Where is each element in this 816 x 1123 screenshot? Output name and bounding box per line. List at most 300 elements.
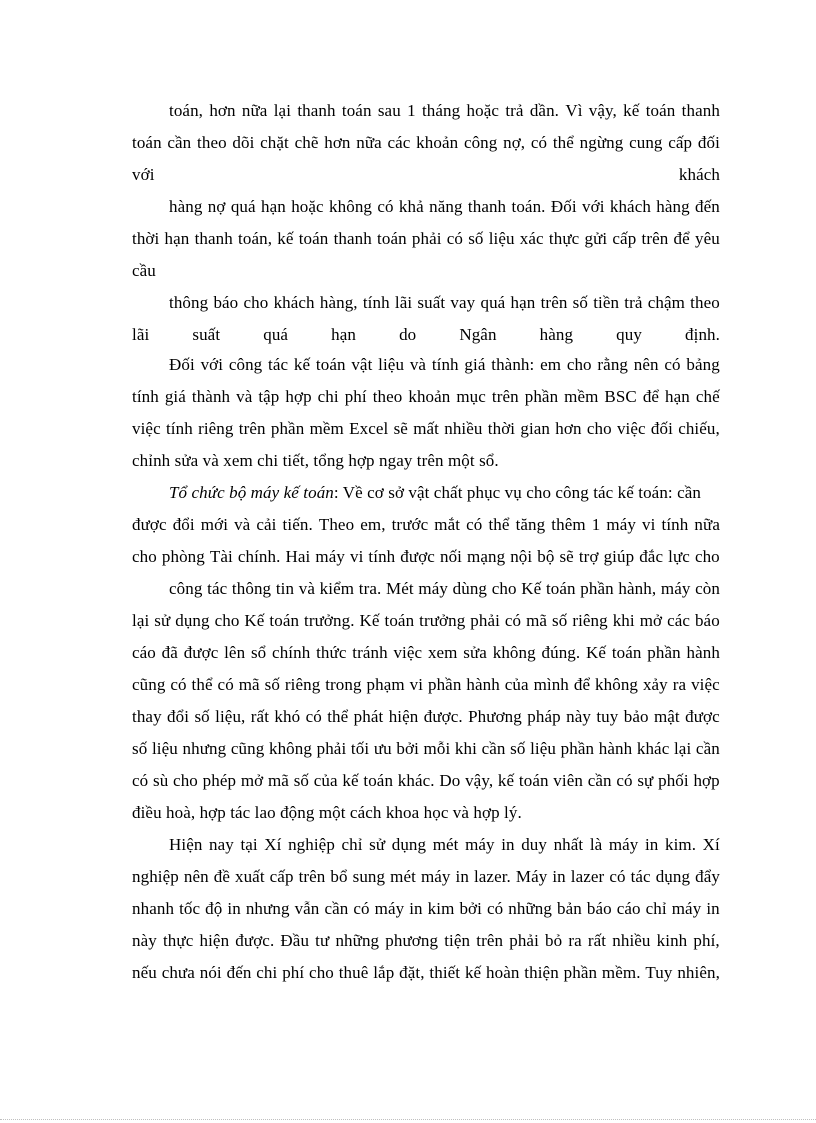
word: nhiên,	[677, 963, 720, 982]
word: thanh	[333, 229, 372, 248]
word: hành,	[618, 579, 657, 598]
word: vay	[450, 293, 476, 312]
word: tiến.	[282, 515, 313, 534]
word: mét	[432, 835, 459, 854]
text-line	[132, 675, 720, 695]
word: Hai	[285, 547, 311, 566]
word: duy	[521, 835, 548, 854]
word: số	[552, 611, 568, 630]
word: cũng	[230, 739, 265, 758]
word: công	[169, 579, 203, 598]
word: báo	[586, 899, 612, 918]
word: có	[217, 675, 234, 694]
word: máy	[418, 579, 448, 598]
word: lại	[673, 739, 692, 758]
word: tính	[132, 387, 159, 406]
word: cho	[214, 611, 240, 630]
word: Tuy	[645, 963, 673, 982]
word: thanh	[194, 229, 233, 248]
word: bỏ	[545, 931, 563, 950]
word: thời	[487, 419, 516, 438]
word: có	[353, 899, 370, 918]
word: hiện	[199, 931, 230, 950]
word: quy	[616, 325, 642, 344]
word: tính	[431, 355, 459, 374]
word: máy	[420, 867, 451, 886]
word: được	[132, 515, 167, 534]
word: phần	[270, 419, 305, 438]
word: tin	[275, 579, 295, 598]
word: lazer	[570, 867, 605, 886]
word: nối	[439, 547, 462, 566]
word: gian	[520, 419, 551, 438]
word: mắt	[434, 515, 461, 534]
word: rất	[250, 707, 270, 726]
word: trên	[476, 931, 504, 950]
word: tiện	[444, 931, 471, 950]
word: hơn	[555, 419, 582, 438]
word: đẩy	[695, 867, 720, 886]
word: Kế	[359, 611, 380, 630]
word: cần	[481, 739, 506, 758]
word: phần	[560, 739, 595, 758]
text-line	[169, 197, 720, 217]
word: đối	[650, 419, 673, 438]
word: cấp	[668, 133, 693, 152]
word: giúp	[603, 547, 635, 566]
word: vậy,	[588, 101, 617, 120]
word: suất	[192, 325, 221, 344]
word: toán	[363, 771, 394, 790]
text-line	[169, 355, 720, 375]
word: sung	[352, 867, 386, 886]
word: còn	[695, 579, 720, 598]
word: bộ	[537, 547, 555, 566]
word: máy	[606, 515, 636, 534]
word: quá	[263, 325, 289, 344]
word: bản	[556, 899, 582, 918]
word: chi	[317, 387, 339, 406]
word: chi	[256, 963, 278, 982]
word: sẽ	[559, 547, 574, 566]
word: số	[194, 707, 210, 726]
word: kế	[497, 771, 515, 790]
word: thêm	[551, 515, 586, 534]
text-line	[132, 165, 720, 185]
word: hàng,	[319, 293, 358, 312]
word: liệu	[151, 739, 178, 758]
word: và	[236, 387, 253, 406]
word: chế	[695, 387, 720, 406]
word: có	[504, 611, 522, 630]
word: phí	[344, 387, 367, 406]
section-text: : Về cơ sở vật chất phục vụ cho công tác kế toán: cần	[333, 483, 701, 502]
word: được	[400, 547, 435, 566]
word: thay	[132, 707, 162, 726]
word: với	[132, 165, 155, 184]
word: hợp	[693, 771, 720, 790]
word: hơn	[209, 101, 236, 120]
word: có	[170, 675, 187, 694]
word: dùng	[452, 579, 488, 598]
word: độ	[205, 899, 223, 918]
word: đúng.	[541, 643, 581, 662]
word: nhưng	[245, 899, 290, 918]
word: tăng	[515, 515, 546, 534]
word: kinh	[656, 931, 688, 950]
text-line	[169, 293, 720, 313]
word: lắp	[373, 963, 395, 982]
word: đến	[226, 963, 252, 982]
text-line	[132, 419, 720, 439]
word: phải	[316, 739, 347, 758]
word: in	[227, 899, 241, 918]
text-line	[132, 867, 720, 887]
word: trên	[298, 867, 326, 886]
word: mã	[526, 611, 548, 630]
word: đã	[161, 643, 178, 662]
word: tư	[315, 931, 330, 950]
word: dần.	[529, 101, 560, 120]
word: Kế	[244, 611, 265, 630]
word: Ngân	[459, 325, 497, 344]
word: thanh	[297, 101, 336, 120]
word: thức	[316, 643, 347, 662]
word: toán	[384, 611, 415, 630]
word: và	[409, 355, 427, 374]
word: kế	[293, 355, 311, 374]
word: ngừng	[579, 133, 624, 152]
word: riêng	[572, 611, 608, 630]
word: phòng	[161, 547, 205, 566]
word: Đối	[550, 197, 577, 216]
word: toán	[377, 229, 407, 248]
word: tra.	[358, 579, 382, 598]
word: nhất	[553, 835, 584, 854]
word: trên	[491, 387, 519, 406]
word: này	[132, 931, 157, 950]
word: kiểm	[319, 579, 355, 598]
word: tính	[165, 419, 193, 438]
word: toán	[545, 579, 576, 598]
word: hành	[598, 739, 633, 758]
word: mở	[639, 611, 663, 630]
word: và	[298, 579, 315, 598]
word: Máy	[515, 867, 548, 886]
word: phương	[385, 931, 439, 950]
word: Kế	[586, 643, 607, 662]
word: cho	[309, 963, 334, 982]
word: phép	[202, 771, 237, 790]
word: trưởng	[419, 611, 466, 630]
word: máy	[465, 835, 495, 854]
word: hạn	[665, 387, 690, 406]
word: in	[455, 867, 469, 886]
word: toán	[132, 133, 162, 152]
word: phần	[580, 579, 614, 598]
word: thành	[191, 387, 231, 406]
word: máy	[660, 579, 691, 598]
word: bởi	[396, 739, 419, 758]
word: hành	[466, 675, 500, 694]
word: toán	[269, 611, 300, 630]
word: có	[132, 771, 149, 790]
word: Tài	[209, 547, 233, 566]
word: có	[446, 229, 463, 248]
word: hàng	[539, 325, 574, 344]
word: phối	[658, 771, 689, 790]
word: viên	[553, 771, 583, 790]
word: mục	[456, 387, 486, 406]
word: khả	[398, 197, 424, 216]
word: Đối	[169, 355, 195, 374]
text-line: chỉnh sửa và xem chi tiết, tổng hợp ngay trên một sổ.	[132, 451, 499, 470]
word: hoặc	[466, 101, 500, 120]
word: Theo	[318, 515, 355, 534]
word: phải	[509, 931, 539, 950]
word: nghiệp	[132, 867, 179, 886]
word: hành	[686, 643, 720, 662]
word: cũng	[132, 675, 166, 694]
word: phạm	[366, 675, 405, 694]
word: xem	[427, 643, 458, 662]
word: của	[504, 675, 529, 694]
word: khoản	[416, 133, 459, 152]
word: nếu	[132, 963, 157, 982]
word: in	[501, 835, 515, 854]
word: hàng	[169, 197, 203, 216]
word: xác	[519, 229, 544, 248]
word: Mét	[386, 579, 414, 598]
word: trên	[238, 419, 266, 438]
word: in	[706, 899, 720, 918]
word: ra	[672, 675, 687, 694]
word: trong	[325, 675, 362, 694]
word: việc	[691, 675, 720, 694]
word: pháp	[527, 707, 561, 726]
word: suất	[417, 293, 446, 312]
word: Excel	[349, 419, 389, 438]
word: cho	[491, 579, 517, 598]
word: trên	[540, 293, 568, 312]
text-line	[169, 835, 720, 855]
word: phần	[427, 675, 462, 694]
word: nhiều	[612, 931, 651, 950]
text-line	[132, 899, 720, 919]
word: việc	[616, 419, 646, 438]
word: chưa	[161, 963, 195, 982]
word: chiếu,	[678, 419, 720, 438]
text-line	[132, 229, 720, 249]
word: mình	[533, 675, 569, 694]
word: có	[616, 771, 633, 790]
word: việc	[132, 419, 161, 438]
word: để	[673, 229, 690, 248]
text-line	[132, 547, 720, 567]
word: trả	[624, 293, 643, 312]
word: Vì	[565, 101, 583, 120]
word: cần	[587, 771, 612, 790]
word: không	[329, 197, 373, 216]
word: máy	[374, 899, 405, 918]
word: số	[264, 675, 280, 694]
word: cáo	[132, 643, 156, 662]
word: thực	[548, 229, 580, 248]
word: thể	[191, 675, 213, 694]
word: sẽ	[393, 419, 408, 438]
word: những	[335, 931, 380, 950]
word: giá	[164, 387, 186, 406]
word: tác	[630, 867, 651, 886]
word: quá	[230, 197, 256, 216]
word: thể	[488, 515, 510, 534]
word: Phương	[468, 707, 522, 726]
text-line	[132, 707, 720, 727]
word: cần	[324, 899, 349, 918]
word: được	[685, 707, 720, 726]
word: khách	[678, 165, 720, 184]
word: chẽ	[294, 133, 319, 152]
word: riêng	[284, 675, 321, 694]
word: nội	[510, 547, 533, 566]
word: rằng	[597, 355, 629, 374]
word: nay	[209, 835, 234, 854]
word: ra	[568, 931, 582, 950]
word: này	[566, 707, 591, 726]
word: định.	[685, 325, 720, 344]
word: trên	[641, 229, 669, 248]
word: thông	[231, 579, 272, 598]
word: tác	[268, 355, 289, 374]
word: tính	[362, 293, 390, 312]
word: cung	[629, 133, 663, 152]
word: lên	[224, 643, 246, 662]
word: tại	[240, 835, 258, 854]
word: Kế	[521, 579, 542, 598]
word: in	[409, 899, 423, 918]
word: được.	[235, 931, 275, 950]
word: phần	[524, 387, 559, 406]
word: vi	[409, 675, 424, 694]
word: xuất	[234, 867, 265, 886]
word: tháng	[421, 101, 461, 120]
word: nợ	[207, 197, 226, 216]
word: phần	[647, 643, 681, 662]
word: bởi	[459, 899, 482, 918]
word: phải	[411, 229, 442, 248]
word: hạn	[331, 325, 356, 344]
word: 1	[407, 101, 416, 120]
word: sự	[637, 771, 654, 790]
word: liệu,	[215, 707, 246, 726]
word: mềm	[309, 419, 344, 438]
word: khó	[274, 707, 301, 726]
word: sử	[369, 835, 386, 854]
word: liệu	[530, 739, 557, 758]
word: gửi	[584, 229, 608, 248]
word: hoàn	[486, 963, 520, 982]
word: kim	[427, 899, 455, 918]
word: cho	[586, 419, 612, 438]
word: nên	[633, 355, 659, 374]
word: liệu	[488, 229, 515, 248]
word: xảy	[642, 675, 668, 694]
text-line: điều hoà, hợp tác lao động một cách khoa học và hợp lý.	[132, 803, 522, 822]
word: với	[200, 355, 224, 374]
word: sù	[152, 771, 169, 790]
word: có	[305, 707, 322, 726]
word: nhưng	[182, 739, 227, 758]
word: kim.	[664, 835, 697, 854]
word: hạn	[261, 197, 286, 216]
word: toán	[315, 355, 346, 374]
word: khi	[454, 739, 477, 758]
word: ưu	[373, 739, 392, 758]
word: không	[268, 739, 312, 758]
word: sử	[154, 611, 171, 630]
word: toán.	[511, 197, 546, 216]
word: có	[609, 867, 626, 886]
word: đối	[697, 133, 720, 152]
word: nữa	[356, 133, 382, 152]
word: mở	[240, 771, 264, 790]
word: công	[463, 133, 498, 152]
word: có	[377, 197, 394, 216]
word: toán	[341, 101, 372, 120]
word: thanh	[467, 197, 507, 216]
word: có	[466, 515, 483, 534]
word: trả	[505, 101, 524, 120]
word: vậy,	[465, 771, 494, 790]
word: vi	[642, 515, 656, 534]
word: mới	[200, 515, 229, 534]
word: Đầu	[280, 931, 310, 950]
word: sổ	[250, 643, 267, 662]
word: chỉ	[341, 835, 363, 854]
word: nhanh	[132, 899, 175, 918]
word: báo	[213, 293, 239, 312]
word: lãi	[132, 325, 150, 344]
word: dụng	[175, 611, 210, 630]
word: 1	[591, 515, 601, 534]
word: tránh	[352, 643, 388, 662]
word: thành:	[491, 355, 535, 374]
word: in	[644, 835, 659, 854]
word: theo	[372, 387, 403, 406]
text-line	[169, 483, 701, 503]
text-line	[132, 515, 720, 535]
word: thông	[169, 293, 209, 312]
word: khác	[636, 739, 670, 758]
word: khách	[273, 293, 315, 312]
word: rất	[587, 931, 607, 950]
word: những	[508, 899, 552, 918]
word: riêng	[198, 419, 234, 438]
word: mã	[238, 675, 260, 694]
word: Xí	[264, 835, 282, 854]
word: thiết	[429, 963, 461, 982]
word: lực	[668, 547, 690, 566]
word: số	[468, 229, 484, 248]
word: khách	[609, 197, 651, 216]
section-heading: Tổ chức bộ máy kế toán	[169, 483, 334, 502]
word: nên	[183, 867, 209, 886]
word: theo	[197, 133, 227, 152]
text-line	[132, 963, 720, 983]
word: và	[234, 515, 251, 534]
word: đổi	[172, 515, 195, 534]
word: Hiện	[169, 835, 203, 854]
